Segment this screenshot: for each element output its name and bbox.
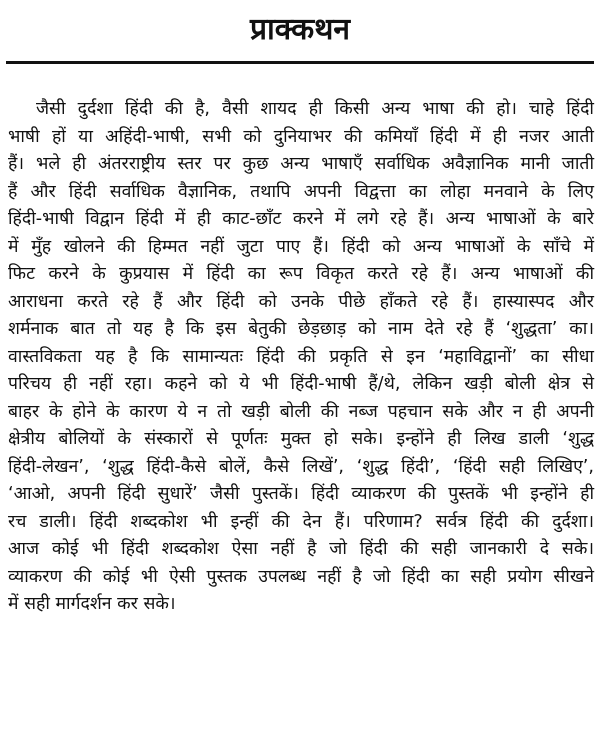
paragraph-line: में सही मार्गदर्शन कर सके। [8,594,176,614]
paragraph-line: परिचय ही नहीं रहा। कहने को ये भी हिंदी-भाषी हैं/थे, लेकिन खड़ी बोली क्षेत्र से [8,374,594,394]
title-underline [6,61,594,64]
body-paragraph [8,96,594,619]
paragraph-line: में मुँह खोलने की हिम्मत नहीं जुटा पाए हैं। हिंदी को अन्य भाषाओं के साँचे में [8,236,594,257]
paragraph-line: बाहर के होने के कारण ये न तो खड़ी बोली की नब्ज पहचान सके और न ही अपनी [8,401,594,422]
paragraph-line: फिट करने के कुप्रयास में हिंदी का रूप विकृत करते रहे हैं। अन्य भाषाओं की [8,264,594,284]
paragraph-line: हैं। भले ही अंतरराष्ट्रीय स्तर पर कुछ अन्य भाषाएँ सर्वाधिक अवैज्ञानिक मानी जाती [8,154,594,174]
paragraph-line: आज कोई भी हिंदी शब्दकोश ऐसा नहीं है जो हिंदी की सही जानकारी दे सके। [8,539,594,559]
paragraph-line: जैसी दुर्दशा हिंदी की है, वैसी शायद ही किसी अन्य भाषा की हो। चाहे हिंदी [36,99,594,119]
paragraph-line: हैं और हिंदी सर्वाधिक वैज्ञानिक, तथापि अपनी विद्वत्ता का लोहा मनवाने के लिए [8,181,594,202]
paragraph-line: रच डाली। हिंदी शब्दकोश भी इन्हीं की देन हैं। परिणाम? सर्वत्र हिंदी की दुर्दशा। [8,511,594,532]
paragraph-line: हिंदी-लेखन’, ‘शुद्ध हिंदी-कैसे बोलें, कैसे लिखें’, ‘शुद्ध हिंदी’, ‘हिंदी सही लिखिए’, [8,456,594,477]
paragraph-line: वास्तविकता यह है कि सामान्यतः हिंदी की प्रकृति से इन ‘महाविद्वानों’ का सीधा [8,346,594,367]
paragraph-line: क्षेत्रीय बोलियों के संस्कारों से पूर्णतः मुक्त हो सके। इन्होंने ही लिख डाली ‘शुद्ध [8,429,594,449]
paragraph-line: व्याकरण की कोई भी ऐसी पुस्तक उपलब्ध नहीं है जो हिंदी का सही प्रयोग सीखने [8,566,594,587]
page-title: प्राक्कथन [249,12,351,47]
paragraph-line: शर्मनाक बात तो यह है कि इस बेतुकी छेड़छाड़ को नाम देते रहे हैं ‘शुद्धता’ का। [8,319,594,339]
paragraph-line: भाषी हों या अहिंदी-भाषी, सभी को दुनियाभर की कमियाँ हिंदी में ही नजर आती [8,126,594,147]
paragraph-line: हिंदी-भाषी विद्वान हिंदी में ही काट-छाँट करने में लगे रहे हैं। अन्य भाषाओं के बारे [8,209,594,229]
paragraph-line: ‘आओ, अपनी हिंदी सुधारें’ जैसी पुस्तकें। हिंदी व्याकरण की पुस्तकें भी इन्होंने ही [8,484,594,504]
paragraph-line: आराधना करते रहे हैं और हिंदी को उनके पीछे हाँकते रहे हैं। हास्यास्पद और [8,291,594,312]
